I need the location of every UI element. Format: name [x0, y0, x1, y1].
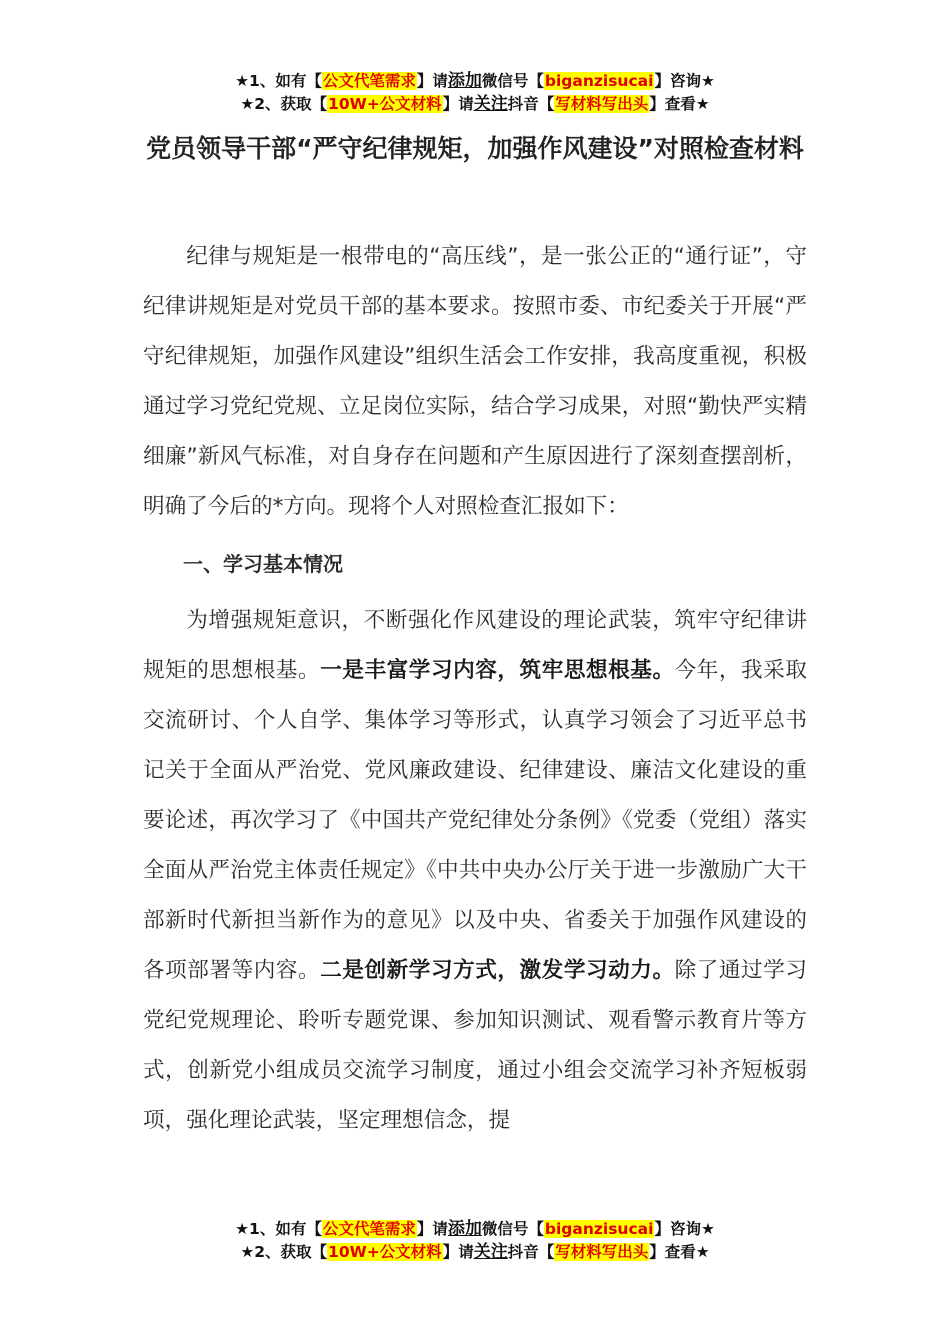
paragraph-text: 为增强规矩意识，不断强化作风建设的理论武装，筑牢守纪律讲规矩的思想根基。 — [143, 608, 807, 683]
promo-text: 】咨询★ — [654, 1220, 715, 1238]
promo-highlight: 10W+公文材料 — [328, 1243, 442, 1261]
promo-text: ★1、如有【 — [235, 1220, 322, 1238]
promo-text: 】查看★ — [649, 95, 710, 113]
promo-text: 微信号【 — [481, 72, 544, 90]
promo-line-2 — [0, 93, 950, 116]
document-title: 党员领导干部“严守纪律规矩，加强作风建设”对照检查材料 — [146, 134, 804, 163]
promo-text: 抖音【 — [507, 1243, 555, 1261]
promo-text: ★2、获取【 — [240, 1243, 328, 1261]
promo-line-1 — [0, 1218, 950, 1241]
paragraph-text: 今年，我采取交流研讨、个人自学、集体学习等形式，认真学习领会了习近平总书记关于全面从严治党、党风廉政建设、纪律建设、廉洁文化建设的重要论述，再次学习了《中国共产党纪律处分条例》《党委（党组）落实全面从严治党主体责任规定》《中共中央办公厅关于进一步激励广大干部新时代新担当新作为的意见》以及中央、省委关于加强作风建设的各项部署等内容。 — [143, 658, 807, 983]
promo-text: 】请 — [442, 95, 474, 113]
section-heading: 一、学习基本情况 — [183, 552, 343, 576]
promo-highlight: 写材料写出头 — [555, 95, 649, 113]
bold-lead: 二是创新学习方式，激发学习动力。 — [320, 958, 675, 983]
promo-text: 抖音【 — [507, 95, 555, 113]
promo-text: 微信号【 — [481, 1220, 544, 1238]
intro-paragraph: 纪律与规矩是一根带电的“高压线”，是一张公正的“通行证”，守纪律讲规矩是对党员干部的基本要求。按照市委、市纪委关于开展“严守纪律规矩，加强作风建设”组织生活会工作安排，我高度重视，积极通过学习党纪党规、立足岗位实际，结合学习成果，对照“勤快严实精细廉”新风气标准，对自身存在问题和产生原因进行了深刻查摆剖析，明确了今后的*方向。现将个人对照检查汇报如下： — [143, 244, 807, 519]
promo-emphasis: 关注 — [473, 94, 508, 114]
promo-highlight: 写材料写出头 — [555, 1243, 649, 1261]
paragraph-text: 除了通过学习党纪党规理论、聆听专题党课、参加知识测试、观看警示教育片等方式，创新党小组成员交流学习制度，通过小组会交流学习补齐短板弱项，强化理论武装，坚定理想信念，提 — [143, 958, 807, 1133]
promo-text: 】请 — [442, 1243, 474, 1261]
promo-text: 】查看★ — [649, 1243, 710, 1261]
promo-banner-bottom — [0, 1218, 950, 1264]
promo-text: 】咨询★ — [654, 72, 715, 90]
promo-emphasis: 添加 — [447, 71, 482, 91]
promo-text: 】请 — [416, 72, 448, 90]
promo-highlight: 公文代笔需求 — [322, 72, 416, 90]
promo-text: ★1、如有【 — [235, 72, 322, 90]
promo-banner-top — [0, 70, 950, 116]
promo-highlight: biganzisucai — [544, 1220, 654, 1238]
promo-emphasis: 关注 — [473, 1242, 508, 1262]
body-paragraph — [143, 596, 807, 1146]
promo-line-1 — [0, 70, 950, 93]
promo-line-2 — [0, 1241, 950, 1264]
document-body — [143, 232, 807, 1146]
bold-lead: 一是丰富学习内容，筑牢思想根基。 — [320, 658, 675, 683]
promo-highlight: 10W+公文材料 — [328, 95, 442, 113]
promo-highlight: biganzisucai — [544, 72, 654, 90]
promo-text: ★2、获取【 — [240, 95, 328, 113]
promo-highlight: 公文代笔需求 — [322, 1220, 416, 1238]
promo-text: 】请 — [416, 1220, 448, 1238]
promo-emphasis: 添加 — [447, 1219, 482, 1239]
